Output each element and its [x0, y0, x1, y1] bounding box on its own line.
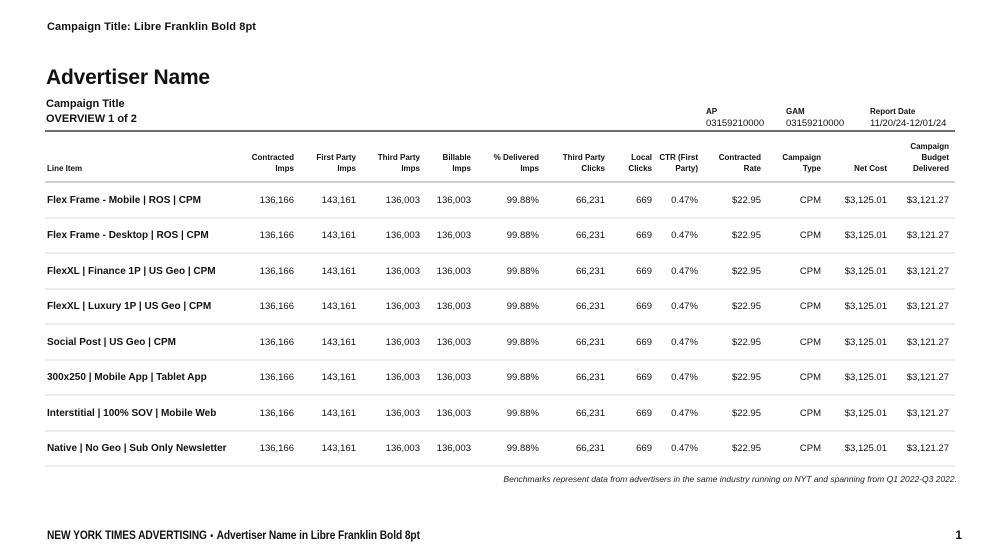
line-item-cell: FlexXL | Finance 1P | US Geo | CPM	[45, 253, 242, 289]
column-header: First Party Imps	[300, 131, 362, 182]
value-cell: 136,166	[242, 289, 300, 325]
value-cell: $22.95	[704, 324, 767, 360]
meta-report-date-label: Report Date	[870, 107, 916, 116]
value-cell: 99.88%	[477, 253, 545, 289]
column-header-line-item: Line Item	[45, 131, 242, 182]
value-cell: $22.95	[704, 431, 767, 467]
value-cell: 143,161	[300, 360, 362, 396]
value-cell: CPM	[767, 253, 827, 289]
value-cell: $3,121.27	[893, 218, 955, 254]
value-cell: 66,231	[545, 218, 611, 254]
line-item-cell: Social Post | US Geo | CPM	[45, 324, 242, 360]
value-cell: 669	[611, 431, 658, 467]
value-cell: 0.47%	[658, 360, 704, 396]
value-cell: 99.88%	[477, 218, 545, 254]
value-cell: 66,231	[545, 253, 611, 289]
value-cell: 136,003	[426, 324, 477, 360]
column-header: Third Party Imps	[362, 131, 426, 182]
value-cell: 136,166	[242, 182, 300, 218]
meta-gam-label: GAM	[786, 107, 805, 116]
value-cell: $3,125.01	[827, 289, 893, 325]
value-cell: CPM	[767, 395, 827, 431]
value-cell: $3,125.01	[827, 324, 893, 360]
value-cell: $22.95	[704, 182, 767, 218]
value-cell: $22.95	[704, 289, 767, 325]
table-row	[45, 218, 955, 254]
value-cell: 669	[611, 360, 658, 396]
value-cell: 143,161	[300, 182, 362, 218]
value-cell: 99.88%	[477, 360, 545, 396]
value-cell: CPM	[767, 182, 827, 218]
table-header-row	[45, 131, 955, 182]
value-cell: 136,003	[362, 431, 426, 467]
value-cell: 143,161	[300, 218, 362, 254]
value-cell: 136,003	[426, 360, 477, 396]
value-cell: 143,161	[300, 289, 362, 325]
value-cell: CPM	[767, 324, 827, 360]
table-row	[45, 289, 955, 325]
value-cell: 669	[611, 253, 658, 289]
document-header-title: Campaign Title: Libre Franklin Bold 8pt	[47, 21, 257, 33]
meta-gam-value: 03159210000	[786, 118, 845, 129]
line-item-cell: Native | No Geo | Sub Only Newsletter	[45, 431, 242, 467]
value-cell: 136,003	[426, 253, 477, 289]
meta-ap	[706, 106, 764, 129]
column-header: Contracted Rate	[704, 131, 767, 182]
value-cell: 143,161	[300, 395, 362, 431]
value-cell: 669	[611, 218, 658, 254]
value-cell: $3,121.27	[893, 182, 955, 218]
line-item-cell: 300x250 | Mobile App | Tablet App	[45, 360, 242, 396]
value-cell: 99.88%	[477, 182, 545, 218]
value-cell: 136,003	[426, 218, 477, 254]
value-cell: 66,231	[545, 431, 611, 467]
value-cell: 136,003	[362, 218, 426, 254]
value-cell: 99.88%	[477, 289, 545, 325]
value-cell: 136,003	[362, 324, 426, 360]
value-cell: 136,003	[426, 289, 477, 325]
value-cell: 136,166	[242, 253, 300, 289]
value-cell: $3,125.01	[827, 182, 893, 218]
value-cell: 0.47%	[658, 218, 704, 254]
value-cell: 136,166	[242, 324, 300, 360]
meta-report-date-value: 11/20/24-12/01/24	[870, 118, 947, 129]
value-cell: 136,166	[242, 431, 300, 467]
value-cell: 66,231	[545, 324, 611, 360]
benchmark-note: Benchmarks represent data from advertisers in the same industry running on NYT and spanning from Q1 2022-Q3 2022.	[503, 474, 957, 484]
value-cell: 99.88%	[477, 431, 545, 467]
value-cell: 66,231	[545, 360, 611, 396]
value-cell: $3,121.27	[893, 289, 955, 325]
table-row	[45, 324, 955, 360]
value-cell: 0.47%	[658, 431, 704, 467]
value-cell: 136,166	[242, 360, 300, 396]
value-cell: 0.47%	[658, 182, 704, 218]
value-cell: CPM	[767, 360, 827, 396]
table-row	[45, 395, 955, 431]
footer-brand-line	[47, 528, 420, 542]
column-header: Third Party Clicks	[545, 131, 611, 182]
value-cell: $3,125.01	[827, 431, 893, 467]
column-header: Contracted Imps	[242, 131, 300, 182]
value-cell: 0.47%	[658, 324, 704, 360]
value-cell: 0.47%	[658, 253, 704, 289]
value-cell: 66,231	[545, 395, 611, 431]
column-header: Local Clicks	[611, 131, 658, 182]
value-cell: CPM	[767, 289, 827, 325]
value-cell: 136,166	[242, 218, 300, 254]
column-header: Billable Imps	[426, 131, 477, 182]
column-header: Campaign Type	[767, 131, 827, 182]
value-cell: 66,231	[545, 182, 611, 218]
table-row	[45, 431, 955, 467]
value-cell: $3,121.27	[893, 395, 955, 431]
value-cell: $3,125.01	[827, 360, 893, 396]
value-cell: 143,161	[300, 253, 362, 289]
value-cell: 136,003	[362, 360, 426, 396]
value-cell: 136,003	[362, 182, 426, 218]
advertiser-name: Advertiser Name	[46, 66, 210, 89]
footer-report-title: Advertiser Name in Libre Franklin Bold 8pt	[216, 528, 420, 542]
value-cell: 136,003	[362, 253, 426, 289]
value-cell: $22.95	[704, 360, 767, 396]
column-header: % Delivered Imps	[477, 131, 545, 182]
table-row	[45, 182, 955, 218]
value-cell: $3,125.01	[827, 253, 893, 289]
campaign-line-items-table	[45, 130, 955, 467]
value-cell: $3,121.27	[893, 324, 955, 360]
value-cell: $3,121.27	[893, 253, 955, 289]
value-cell: 99.88%	[477, 324, 545, 360]
value-cell: CPM	[767, 218, 827, 254]
meta-gam	[786, 106, 844, 129]
campaign-title: Campaign Title	[46, 98, 125, 110]
page-number: 1	[955, 528, 962, 542]
title-block	[46, 97, 137, 127]
line-item-cell: Flex Frame - Desktop | ROS | CPM	[45, 218, 242, 254]
value-cell: 136,003	[426, 182, 477, 218]
value-cell: $22.95	[704, 253, 767, 289]
line-item-cell: FlexXL | Luxury 1P | US Geo | CPM	[45, 289, 242, 325]
value-cell: $3,121.27	[893, 360, 955, 396]
value-cell: 99.88%	[477, 395, 545, 431]
table-row	[45, 360, 955, 396]
value-cell: $22.95	[704, 395, 767, 431]
value-cell: $22.95	[704, 218, 767, 254]
value-cell: $3,125.01	[827, 218, 893, 254]
meta-ap-label: AP	[706, 107, 718, 116]
meta-ap-value: 03159210000	[706, 118, 765, 129]
value-cell: $3,125.01	[827, 395, 893, 431]
line-item-cell: Flex Frame - Mobile | ROS | CPM	[45, 182, 242, 218]
value-cell: 669	[611, 289, 658, 325]
value-cell: 669	[611, 395, 658, 431]
page-footer	[47, 528, 962, 542]
value-cell: 0.47%	[658, 395, 704, 431]
footer-bullet: •	[210, 531, 214, 542]
value-cell: 669	[611, 182, 658, 218]
value-cell: 66,231	[545, 289, 611, 325]
value-cell: 143,161	[300, 431, 362, 467]
value-cell: CPM	[767, 431, 827, 467]
value-cell: 136,003	[362, 289, 426, 325]
column-header: Campaign Budget Delivered	[893, 131, 955, 182]
line-item-cell: Interstitial | 100% SOV | Mobile Web	[45, 395, 242, 431]
column-header: CTR (First Party)	[658, 131, 704, 182]
value-cell: 136,003	[426, 431, 477, 467]
value-cell: 136,166	[242, 395, 300, 431]
value-cell: 136,003	[426, 395, 477, 431]
table-row	[45, 253, 955, 289]
value-cell: 0.47%	[658, 289, 704, 325]
value-cell: 136,003	[362, 395, 426, 431]
value-cell: 669	[611, 324, 658, 360]
meta-report-date	[870, 106, 946, 129]
value-cell: 143,161	[300, 324, 362, 360]
column-header: Net Cost	[827, 131, 893, 182]
value-cell: $3,121.27	[893, 431, 955, 467]
footer-brand: NEW YORK TIMES ADVERTISING	[47, 528, 207, 542]
overview-label: OVERVIEW 1 of 2	[46, 113, 137, 125]
